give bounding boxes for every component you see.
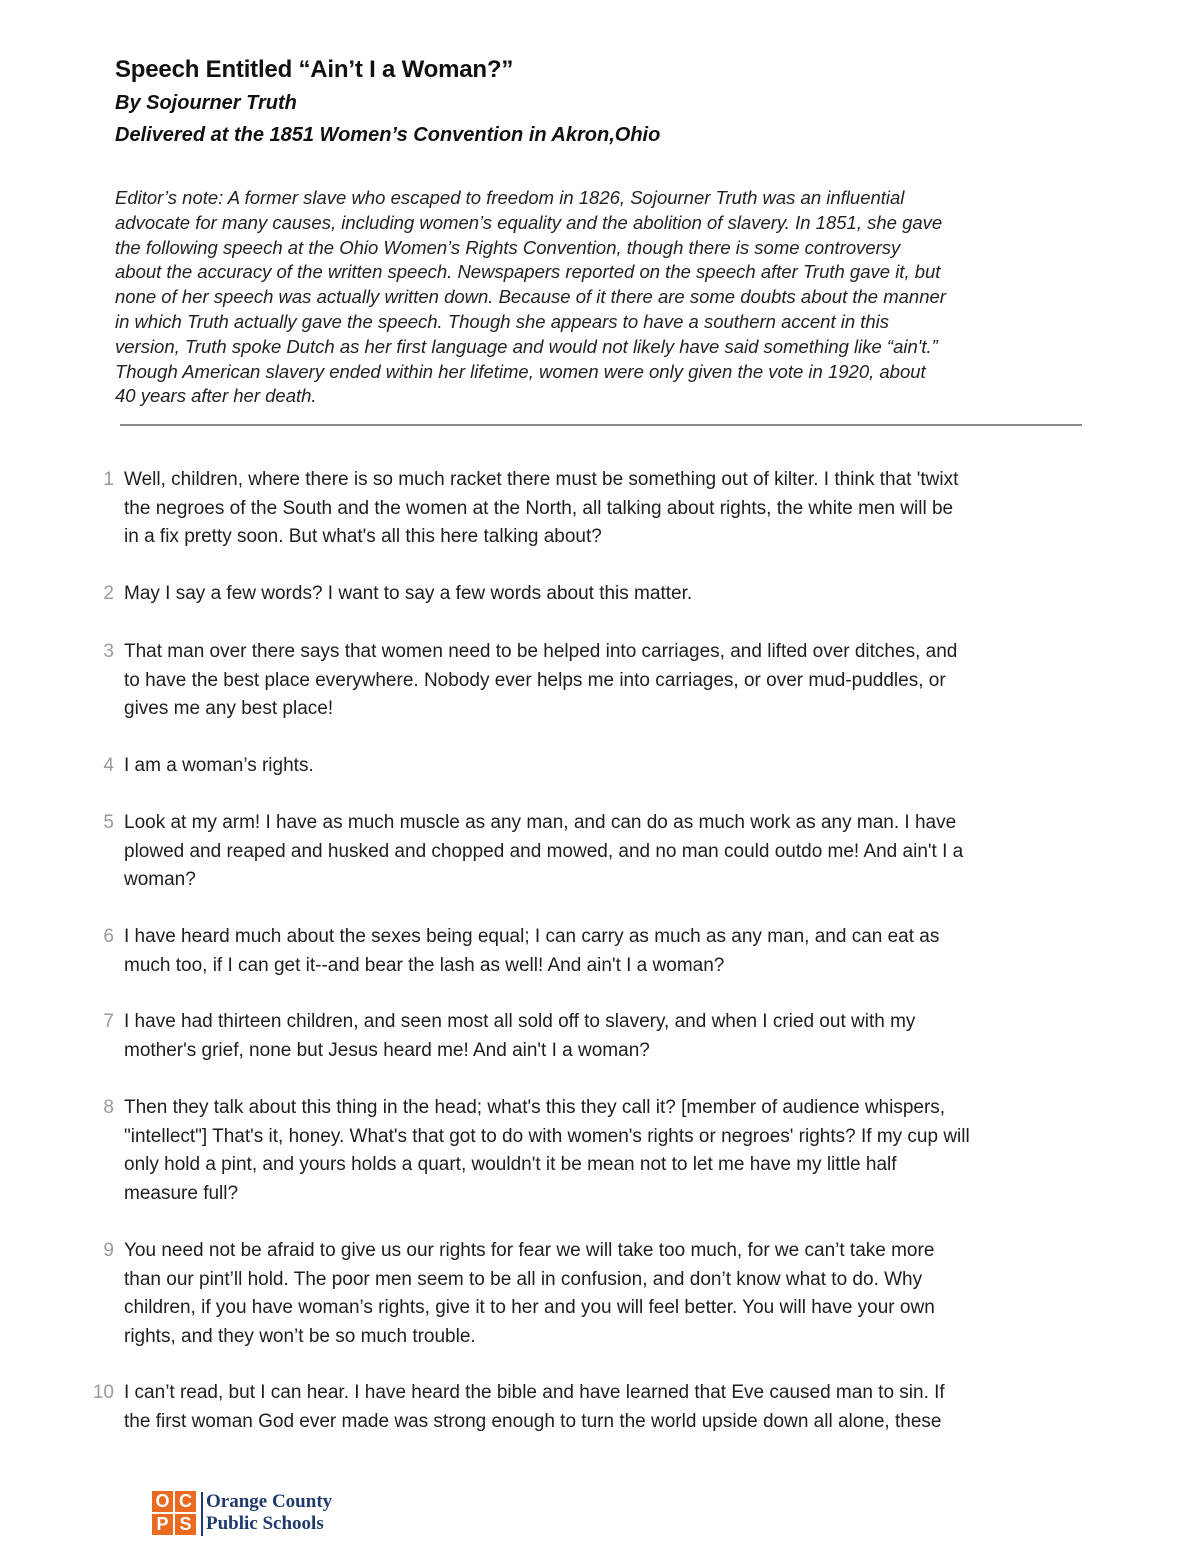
paragraph-line: That man over there says that women need to be helped into carriages, and lifted over ditches, and — [124, 641, 958, 662]
paragraph-number: 10 — [92, 1382, 114, 1403]
logo-letter: P — [152, 1514, 173, 1535]
paragraph-line: I have heard much about the sexes being equal; I can carry as much as any man, and can eat as — [124, 926, 940, 947]
logo-letter: O — [152, 1491, 173, 1512]
editor-note — [115, 186, 1090, 409]
ocps-logo-icon — [152, 1491, 198, 1537]
paragraph-line: to have the best place everywhere. Nobody ever helps me into carriages, or over mud-puddles, or — [124, 669, 946, 691]
paragraph-text — [124, 1379, 1099, 1436]
editor-note-line: in which Truth actually gave the speech. Though she appears to have a southern accent in this — [115, 310, 890, 332]
paragraph-number: 2 — [103, 583, 114, 604]
paragraph-number: 8 — [103, 1097, 114, 1118]
paragraph-line: much too, if I can get it--and bear the lash as well! And ain't I a woman? — [124, 954, 725, 976]
editor-note-line: version, Truth spoke Dutch as her first language and would not likely have said something like “ain't.” — [115, 335, 938, 357]
logo-letter: S — [175, 1514, 196, 1535]
paragraph-line: I have had thirteen children, and seen most all sold off to slavery, and when I cried out with my — [124, 1011, 916, 1032]
author-byline: By Sojourner Truth — [115, 92, 297, 114]
paragraph-number: 4 — [103, 755, 114, 776]
delivered-subtitle: Delivered at the 1851 Women’s Convention in Akron,Ohio — [115, 124, 661, 146]
paragraph-line: children, if you have woman’s rights, give it to her and you will feel better. You will have your own — [124, 1297, 935, 1319]
page-title: Speech Entitled “Ain’t I a Woman?” — [115, 56, 514, 83]
logo-divider — [201, 1492, 203, 1536]
paragraph-text — [124, 638, 1099, 724]
paragraph-text — [124, 923, 1099, 980]
paragraph-line: plowed and reaped and husked and chopped and mowed, and no man could outdo me! And ain't I a — [124, 840, 964, 862]
logo-line-2: Public Schools — [206, 1513, 324, 1534]
paragraph-text — [124, 752, 1099, 781]
editor-note-line: about the accuracy of the written speech. Newspapers reported on the speech after Truth gave it, but — [115, 261, 941, 283]
paragraph-line: Well, children, where there is so much racket there must be something out of kilter. I think that 'twixt — [124, 469, 959, 490]
paragraph-line: I am a woman’s rights. — [124, 755, 314, 776]
paragraph-line: gives me any best place! — [124, 698, 334, 720]
paragraph-line: Look at my arm! I have as much muscle as any man, and can do as much work as any man. I have — [124, 812, 957, 833]
paragraph-text — [124, 1237, 1099, 1352]
logo-wordmark — [206, 1491, 332, 1535]
paragraph-line: in a fix pretty soon. But what's all this here talking about? — [124, 526, 602, 548]
paragraph-line: I can’t read, but I can hear. I have heard the bible and have learned that Eve caused man to sin. If — [124, 1382, 945, 1403]
paragraph-line: the first woman God ever made was strong enough to turn the world upside down all alone, these — [124, 1410, 942, 1432]
paragraph-line: than our pint’ll hold. The poor men seem to be all in confusion, and don’t know what to do. Why — [124, 1268, 923, 1290]
paragraph-text — [124, 1094, 1099, 1209]
logo-letter: C — [175, 1491, 196, 1512]
paragraph-number: 1 — [103, 469, 114, 490]
paragraph-line: mother's grief, none but Jesus heard me! And ain't I a woman? — [124, 1039, 650, 1061]
paragraph-line: rights, and they won’t be so much trouble. — [124, 1326, 476, 1348]
paragraph-number: 5 — [103, 812, 114, 833]
paragraph-line: woman? — [124, 869, 196, 891]
editor-note-line: Editor’s note: A former slave who escaped to freedom in 1826, Sojourner Truth was an influential — [115, 187, 905, 208]
paragraph-text — [124, 1008, 1099, 1065]
editor-note-line: none of her speech was actually written down. Because of it there are some doubts about the manner — [115, 286, 946, 308]
editor-note-line: Though American slavery ended within her lifetime, women were only given the vote in 1920, about — [115, 360, 926, 382]
paragraph-line: "intellect"] That's it, honey. What's that got to do with women's rights or negroes' rights? If my cup will — [124, 1125, 970, 1147]
paragraph-number: 6 — [103, 926, 114, 947]
section-divider — [120, 424, 1082, 426]
paragraph-line: Then they talk about this thing in the head; what's this they call it? [member of audience whispers, — [124, 1097, 946, 1118]
editor-note-line: advocate for many causes, including women’s equality and the abolition of slavery. In 1851, she gave — [115, 211, 943, 233]
paragraph-text — [124, 466, 1099, 552]
editor-note-line: the following speech at the Ohio Women’s Rights Convention, though there is some controversy — [115, 236, 901, 258]
paragraph-line: the negroes of the South and the women at the North, all talking about rights, the white men will be — [124, 497, 954, 519]
paragraph-text — [124, 580, 1099, 609]
logo-line-1: Orange County — [206, 1491, 333, 1512]
paragraph-line: May I say a few words? I want to say a few words about this matter. — [124, 583, 693, 604]
paragraph-text — [124, 809, 1099, 895]
paragraph-line: measure full? — [124, 1183, 239, 1205]
paragraph-number: 3 — [103, 641, 114, 662]
paragraph-line: You need not be afraid to give us our rights for fear we will take too much, for we can’t take more — [124, 1240, 935, 1261]
ocps-logo — [152, 1491, 362, 1537]
paragraph-number: 7 — [103, 1011, 114, 1032]
paragraph-number: 9 — [103, 1240, 114, 1261]
editor-note-line: 40 years after her death. — [115, 385, 317, 407]
paragraph-line: only hold a pint, and yours holds a quart, wouldn't it be mean not to let me have my little half — [124, 1154, 897, 1176]
